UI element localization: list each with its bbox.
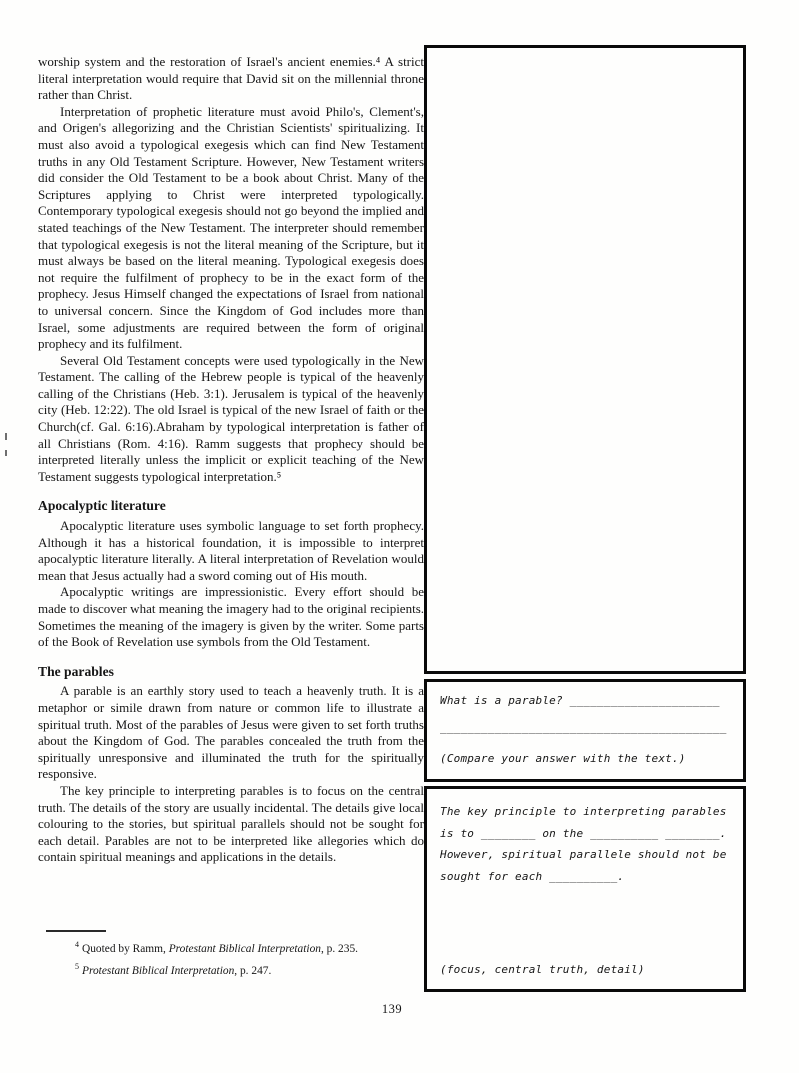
- body-paragraph: The key principle to interpreting parables is to focus on the central truth. The details of the story are usually incidental. The details give local colouring to the stories, but spiritual parallels should not be sought for each detail. Parables are not to be interpreted like allegories which do contain spiritual meanings and applications in the details.: [38, 782, 424, 865]
- body-paragraph: worship system and the restoration of Israel's ancient enemies.⁴ A strict literal interpretation would require that David sit on the millennial throne rather than Christ.: [38, 54, 424, 103]
- body-paragraph: A parable is an earthly story used to teach a heavenly truth. It is a metaphor or simile drawn from nature or common life to illustrate a spiritual truth. Most of the parables of Jesus were given to set forth truths about the Kingdom of God. The parables concealed the truth from the spiritually unresponsive and illuminated the truth for the spiritually responsive.: [38, 683, 424, 782]
- section-heading-apocalyptic-literature: Apocalyptic literature: [38, 498, 166, 514]
- body-paragraph: Several Old Testament concepts were used typologically in the New Testament. The calling of the Hebrew people is typical of the heavenly calling of the Christians (Heb. 3:1). Jerusalem is typical of the heavenly city (Heb. 12:22). The old Israel is typical of the new Israel of faith or the Church(cf. Gal. 6:16).Abraham by typological interpretation is father of all Christians (Rom. 4:16). Ramm suggests that prophecy should be interpreted literally unless the implicit or explicit teaching of the New Testament suggests typological interpretation.⁵: [38, 352, 424, 484]
- body-paragraph: Apocalyptic writings are impressionistic. Every effort should be made to discover what meaning the imagery had to the original recipients. Sometimes the meaning of the imagery is given by the writer. Some parts of the Book of Revelation use symbols from the Old Testament.: [38, 584, 424, 650]
- footnote-text: , p. 235.: [320, 943, 358, 955]
- empty-illustration-box: [424, 45, 746, 674]
- exercise-text-line: The key principle to interpreting parables: [440, 805, 727, 818]
- exercise-answer-key: (focus, central truth, detail): [440, 963, 645, 976]
- scan-artifact: [5, 433, 7, 440]
- footnote-text: Quoted by Ramm,: [82, 943, 169, 955]
- footnote-marker: 4: [75, 940, 79, 950]
- footnote: [38, 964, 424, 978]
- footnote-book-title: Protestant Biblical Interpretation: [168, 943, 321, 955]
- exercise-question-line: What is a parable? ______________________: [440, 694, 720, 707]
- footnote: [38, 942, 424, 956]
- section-heading-the-parables: The parables: [38, 663, 114, 679]
- footnotes-block: [38, 930, 424, 986]
- footnote-book-title: Protestant Biblical Interpretation: [82, 965, 235, 977]
- exercise-box-key-principle: [424, 786, 746, 992]
- footnote-divider: [46, 930, 106, 932]
- scan-artifact: [5, 450, 7, 456]
- exercise-box-parable-question: [424, 679, 746, 782]
- exercise-answer-blank-line: __________________________________________: [440, 721, 727, 734]
- body-paragraph: Apocalyptic literature uses symbolic language to set forth prophecy. Although it has a historical foundation, it is impossible to interpret apocalyptic literature literally. A literal interpretation of Revelation would mean that Jesus actually had a sword coming out of His mouth.: [38, 518, 424, 583]
- footnote-marker: 5: [75, 962, 79, 972]
- exercise-hint: (Compare your answer with the text.): [440, 752, 686, 765]
- footnote-text: , p. 247.: [234, 965, 272, 977]
- page-number: 139: [381, 1002, 403, 1016]
- article-column: [38, 54, 424, 866]
- exercise-text-line: is to ________ on the __________ ________.: [440, 826, 727, 840]
- exercise-text-line: However, spiritual parallele should not be: [440, 848, 727, 861]
- body-paragraph: Interpretation of prophetic literature must avoid Philo's, Clement's, and Origen's allegorizing and the Christian Scientists' spiritualizing. It must also avoid a typological exegesis which can find New Testament truths in any Old Testament Scripture. However, New Testament writers did consider the Old Testament to be a book about Christ. Many of the Scriptures applying to Christ were interpreted typologically. Contemporary typological exegesis should not go beyond the implied and stated teachings of the New Testament. The interpreter should remember that typological exegesis is not the literal meaning of the Scripture, but it must always be based on the literal meaning. Typological exegesis does not require the fulfilment of prophecy to be in the exact form of the prophecy. Jesus Himself changed the expectations of Israel from national to universal concern. Since the Kingdom of God includes more than Israel, some adjustments are required between the form of original prophecy and its fulfilment.: [38, 103, 424, 352]
- exercise-text-line: sought for each __________.: [440, 869, 625, 883]
